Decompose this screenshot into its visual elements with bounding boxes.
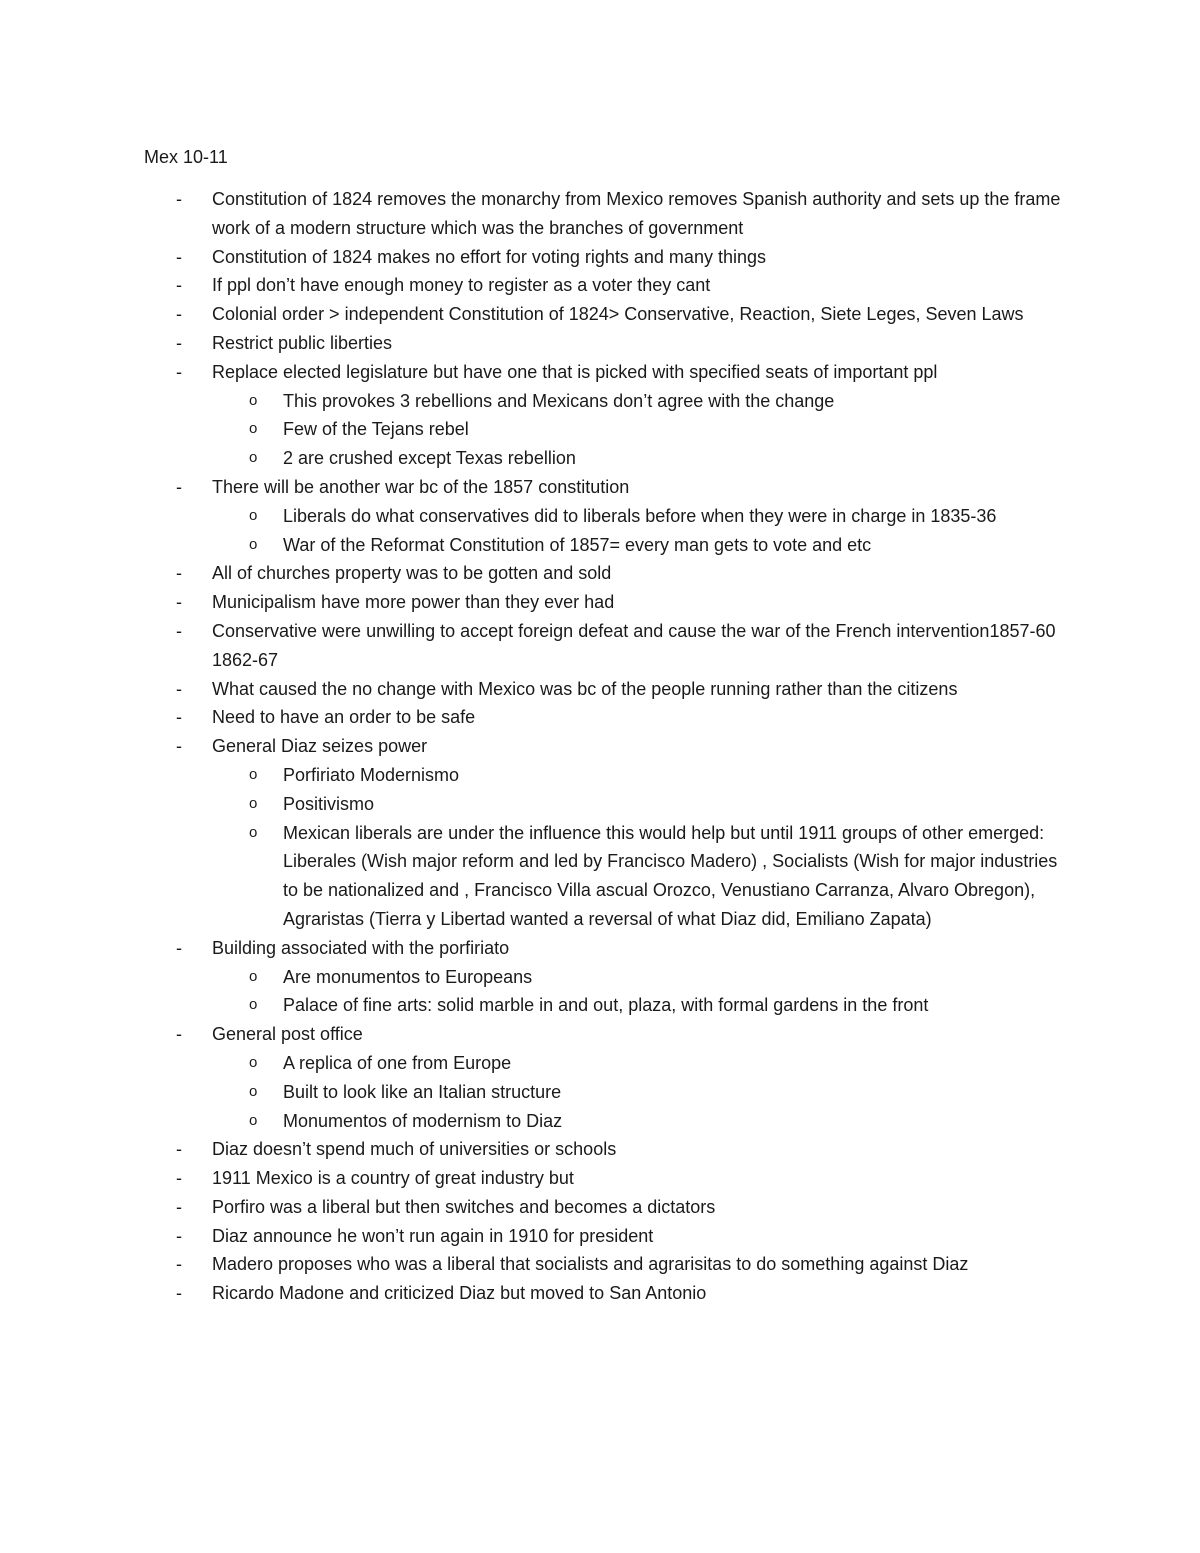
dash-bullet-marker: -: [176, 1168, 182, 1189]
bullet-item: [0, 185, 1200, 243]
bullet-item: [0, 243, 1200, 272]
bullet-text: Porfiro was a liberal but then switches and becomes a dictators: [212, 1196, 716, 1217]
bullet-item: [0, 1020, 1200, 1049]
dash-bullet-marker: -: [176, 678, 182, 699]
dash-bullet-marker: -: [176, 476, 182, 497]
bullet-item: [0, 934, 1200, 963]
bullet-item: [0, 358, 1200, 387]
dash-bullet-marker: -: [176, 937, 182, 958]
bullet-text: Colonial order > independent Constitution of 1824> Conservative, Reaction, Siete Leges, Seven Laws: [212, 304, 1024, 325]
dash-bullet-marker: -: [176, 1196, 182, 1217]
notes-list: [0, 185, 1200, 1308]
circle-bullet-marker: o: [249, 1082, 258, 1100]
sub-bullet-item: [0, 444, 1200, 473]
dash-bullet-marker: -: [176, 189, 182, 209]
page-title: Mex 10-11: [144, 147, 228, 167]
dash-bullet-marker: -: [176, 707, 182, 728]
bullet-item: [0, 300, 1200, 329]
bullet-text: This provokes 3 rebellions and Mexicans don’t agree with the change: [283, 390, 835, 411]
bullet-text: 1911 Mexico is a country of great industry but: [212, 1168, 574, 1189]
bullet-text: General Diaz seizes power: [212, 736, 428, 757]
bullet-text: Madero proposes who was a liberal that socialists and agrarisitas to do something against Diaz: [212, 1254, 969, 1275]
bullet-text: Diaz announce he won’t run again in 1910 for president: [212, 1225, 654, 1246]
circle-bullet-marker: o: [249, 996, 258, 1014]
circle-bullet-marker: o: [249, 535, 258, 553]
bullet-text: Constitution of 1824 removes the monarchy from Mexico removes Spanish authority and sets up the frame work of a modern structure which was the branches of government: [212, 189, 1061, 238]
bullet-item: [0, 559, 1200, 588]
circle-bullet-marker: o: [249, 1053, 258, 1071]
bullet-text: Porfiriato Modernismo: [283, 764, 460, 785]
bullet-item: [0, 473, 1200, 502]
bullet-item: [0, 1164, 1200, 1193]
sub-bullet-item: [0, 1049, 1200, 1078]
dash-bullet-marker: -: [176, 563, 182, 584]
dash-bullet-marker: -: [176, 1225, 182, 1246]
bullet-text: What caused the no change with Mexico was bc of the people running rather than the citizens: [212, 678, 958, 699]
bullet-text: All of churches property was to be gotten and sold: [212, 563, 612, 584]
bullet-text: Built to look like an Italian structure: [283, 1081, 562, 1102]
bullet-item: [0, 703, 1200, 732]
dash-bullet-marker: -: [176, 736, 182, 757]
bullet-item: [0, 732, 1200, 761]
dash-bullet-marker: -: [176, 620, 182, 641]
dash-bullet-marker: -: [176, 332, 182, 353]
bullet-item: [0, 271, 1200, 300]
dash-bullet-marker: -: [176, 1283, 182, 1304]
bullet-text: Building associated with the porfiriato: [212, 937, 510, 958]
circle-bullet-marker: o: [249, 823, 258, 841]
bullet-text: Diaz doesn’t spend much of universities or schools: [212, 1139, 617, 1160]
bullet-text: Mexican liberals are under the influence this would help but until 1911 groups of other emerged: Liberales (Wish major reform and led by Francisco Madero) , Socialists (Wish for major industries to be nationalized and , Francisco Villa ascual Orozco, Venustiano Carranza, Alvaro Obregon), Agraristas (Tierra y Libertad wanted a reversal of what Diaz did, Emiliano Zapata): [283, 822, 1058, 929]
dash-bullet-marker: -: [176, 1024, 182, 1045]
bullet-item: [0, 1250, 1200, 1279]
sub-bullet-item: [0, 790, 1200, 819]
circle-bullet-marker: o: [249, 449, 258, 467]
bullet-text: A replica of one from Europe: [283, 1052, 512, 1073]
sub-bullet-item: [0, 819, 1200, 934]
dash-bullet-marker: -: [176, 1139, 182, 1160]
bullet-text: There will be another war bc of the 1857 constitution: [212, 476, 630, 497]
bullet-text: Few of the Tejans rebel: [283, 419, 469, 440]
sub-bullet-item: [0, 531, 1200, 560]
sub-bullet-item: [0, 1078, 1200, 1107]
bullet-item: [0, 1193, 1200, 1222]
bullet-text: Constitution of 1824 makes no effort for voting rights and many things: [212, 246, 766, 267]
circle-bullet-marker: o: [249, 1111, 258, 1129]
bullet-text: Are monumentos to Europeans: [283, 966, 533, 987]
sub-bullet-item: [0, 502, 1200, 531]
bullet-text: Restrict public liberties: [212, 332, 393, 353]
bullet-item: [0, 1135, 1200, 1164]
bullet-text: Replace elected legislature but have one that is picked with specified seats of important ppl: [212, 361, 938, 382]
bullet-text: Positivismo: [283, 793, 375, 814]
dash-bullet-marker: -: [176, 304, 182, 325]
circle-bullet-marker: o: [249, 391, 258, 409]
bullet-text: General post office: [212, 1024, 363, 1045]
bullet-text: Conservative were unwilling to accept foreign defeat and cause the war of the French intervention1857-60 1862-67: [212, 620, 1056, 670]
bullet-item: [0, 1279, 1200, 1308]
bullet-text: 2 are crushed except Texas rebellion: [283, 448, 576, 469]
dash-bullet-marker: -: [176, 1254, 182, 1275]
circle-bullet-marker: o: [249, 794, 258, 812]
bullet-item: [0, 329, 1200, 358]
dash-bullet-marker: -: [176, 592, 182, 613]
sub-bullet-item: [0, 1107, 1200, 1136]
sub-bullet-item: [0, 387, 1200, 416]
dash-bullet-marker: -: [176, 246, 182, 267]
bullet-text: Ricardo Madone and criticized Diaz but moved to San Antonio: [212, 1283, 707, 1304]
bullet-text: Palace of fine arts: solid marble in and out, plaza, with formal gardens in the front: [283, 995, 929, 1016]
sub-bullet-item: [0, 991, 1200, 1020]
bullet-text: Need to have an order to be safe: [212, 707, 476, 728]
sub-bullet-item: [0, 963, 1200, 992]
bullet-item: [0, 617, 1200, 675]
bullet-item: [0, 588, 1200, 617]
circle-bullet-marker: o: [249, 420, 258, 438]
dash-bullet-marker: -: [176, 361, 182, 382]
bullet-text: Monumentos of modernism to Diaz: [283, 1110, 563, 1131]
circle-bullet-marker: o: [249, 967, 258, 985]
bullet-text: If ppl don’t have enough money to register as a voter they cant: [212, 275, 711, 296]
circle-bullet-marker: o: [249, 506, 258, 524]
bullet-text: War of the Reformat Constitution of 1857= every man gets to vote and etc: [283, 534, 872, 555]
circle-bullet-marker: o: [249, 765, 258, 783]
bullet-item: [0, 1222, 1200, 1251]
sub-bullet-item: [0, 415, 1200, 444]
bullet-text: Municipalism have more power than they ever had: [212, 592, 615, 613]
bullet-item: [0, 675, 1200, 704]
dash-bullet-marker: -: [176, 275, 182, 296]
bullet-text: Liberals do what conservatives did to liberals before when they were in charge in 1835-36: [283, 505, 997, 526]
sub-bullet-item: [0, 761, 1200, 790]
